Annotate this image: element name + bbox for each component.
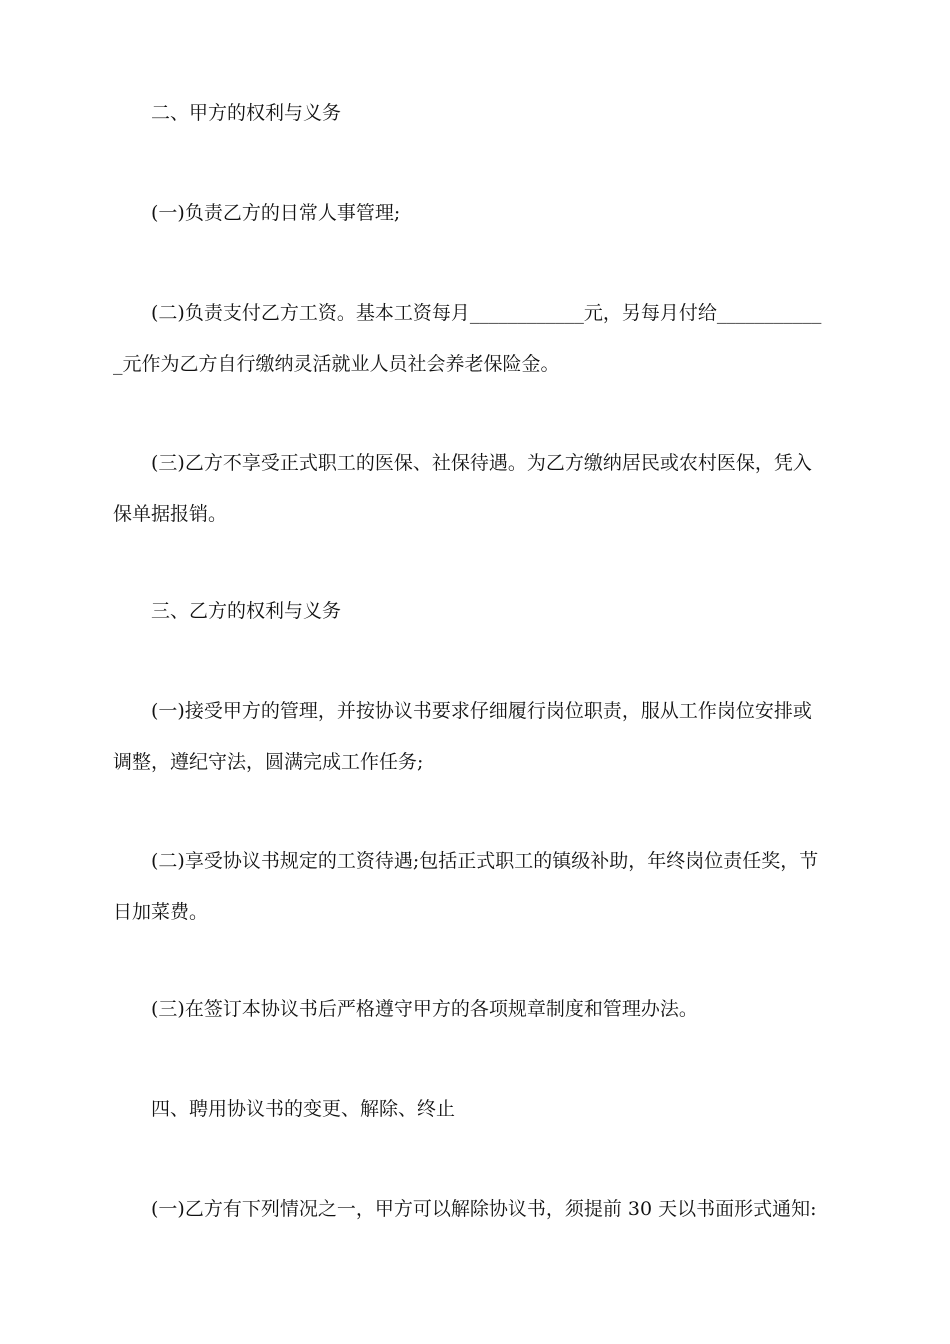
text-line: 调整，遵纪守法，圆满完成工作任务; [113, 751, 424, 773]
text-line: 日加菜费。 [113, 901, 209, 923]
text-line: (二)负责支付乙方工资。基本工资每月____________元，另每月付给___________ [151, 302, 822, 324]
clause-a-3 [113, 438, 843, 540]
clause-a-2 [113, 288, 843, 390]
text-line: 三、乙方的权利与义务 [151, 600, 342, 622]
clause-b-3 [113, 984, 843, 1035]
text-line: (三)在签订本协议书后严格遵守甲方的各项规章制度和管理办法。 [151, 998, 698, 1020]
text-line: _元作为乙方自行缴纳灵活就业人员社会养老保险金。 [113, 353, 560, 375]
section-heading-party-b [113, 586, 843, 637]
section-heading-termination [113, 1084, 843, 1135]
clause-a-1 [113, 188, 843, 239]
text-line: (一)接受甲方的管理，并按协议书要求仔细履行岗位职责，服从工作岗位安排或 [151, 700, 812, 722]
clause-termination-1 [113, 1184, 843, 1235]
text-line: 二、甲方的权利与义务 [151, 102, 342, 124]
text-line: (一)负责乙方的日常人事管理; [151, 202, 401, 224]
clause-b-2 [113, 836, 843, 938]
clause-b-1 [113, 686, 843, 788]
text-line: (二)享受协议书规定的工资待遇;包括正式职工的镇级补助，年终岗位责任奖，节 [151, 850, 819, 872]
section-heading-party-a [113, 88, 843, 139]
text-line: (一)乙方有下列情况之一，甲方可以解除协议书，须提前 30 天以书面形式通知: [151, 1198, 817, 1220]
text-line: 四、聘用协议书的变更、解除、终止 [151, 1098, 456, 1120]
text-line: (三)乙方不享受正式职工的医保、社保待遇。为乙方缴纳居民或农村医保，凭入 [151, 452, 812, 474]
text-line: 保单据报销。 [113, 503, 228, 525]
